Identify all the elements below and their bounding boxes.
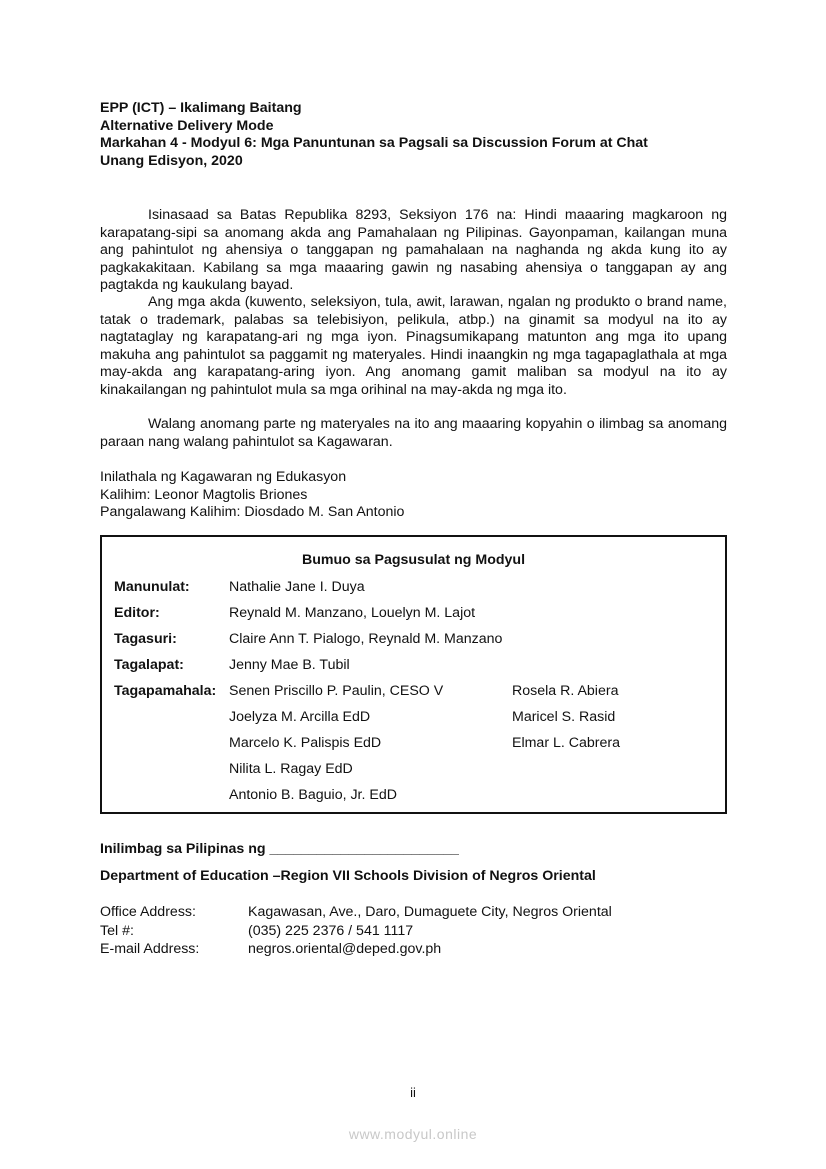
header-line-mode: Alternative Delivery Mode	[100, 117, 274, 134]
credits-box	[100, 535, 727, 814]
contact-value: negros.oriental@deped.gov.ph	[248, 941, 442, 957]
document-page	[100, 100, 727, 957]
credit-label: Manunulat:	[114, 579, 190, 595]
copyright-paragraph-1: Isinasaad sa Batas Republika 8293, Seksiyon 176 na: Hindi maaaring magkaroon ng karapatang-sipi sa anomang akda ang Pamahalaan ng Pilipinas. Gayonpaman, kailangan muna ang pahintulot ng ahensiya o tanggapan ng pamahalaan na naghanda ng akda kung ito ay pagkakakitaan. Kabilang sa mga maaaring gawin ng nasabing ahensiya o tanggapan ay ang pagtakda ng kaukulang bayad.	[100, 207, 727, 294]
contact-value: Kagawasan, Ave., Daro, Dumaguete City, Negros Oriental	[248, 904, 612, 920]
credit-value: Nilita L. Ragay EdD	[229, 761, 353, 777]
secretary: Kalihim: Leonor Magtolis Briones	[100, 486, 308, 503]
credit-label: Editor:	[114, 605, 160, 621]
header-line-module-title: Markahan 4 - Modyul 6: Mga Panuntunan sa Pagsali sa Discussion Forum at Chat	[100, 135, 648, 151]
credit-value-secondary: Maricel S. Rasid	[512, 709, 616, 725]
credit-value-secondary: Rosela R. Abiera	[512, 683, 619, 699]
credit-value: Nathalie Jane I. Duya	[229, 579, 365, 595]
deped-division: Department of Education –Region VII Schools Division of Negros Oriental	[100, 868, 596, 884]
credit-value-secondary: Elmar L. Cabrera	[512, 735, 621, 751]
credit-label: Tagalapat:	[114, 657, 184, 673]
watermark: www.modyul.online	[348, 1126, 478, 1142]
credits-title: Bumuo sa Pagsusulat ng Modyul	[301, 552, 526, 568]
document-header	[100, 100, 727, 170]
header-line-edition: Unang Edisyon, 2020	[100, 152, 243, 169]
undersecretary: Pangalawang Kalihim: Diosdado M. San Antonio	[100, 504, 405, 521]
contact-value: (035) 225 2376 / 541 1117	[248, 923, 414, 939]
credit-value: Antonio B. Baguio, Jr. EdD	[229, 787, 397, 803]
credit-value: Senen Priscillo P. Paulin, CESO V	[229, 683, 444, 699]
page-number: ii	[410, 1085, 416, 1100]
credit-value: Marcelo K. Palispis EdD	[229, 735, 382, 751]
contact-label: E-mail Address:	[100, 941, 200, 957]
credit-value: Claire Ann T. Pialogo, Reynald M. Manzano	[229, 631, 503, 647]
header-line-subject: EPP (ICT) – Ikalimang Baitang	[100, 100, 302, 116]
printed-in-line: Inilimbag sa Pilipinas ng ________________________	[100, 841, 459, 857]
copyright-paragraph-2: Ang mga akda (kuwento, seleksiyon, tula, awit, larawan, ngalan ng produkto o brand name, tatak o trademark, palabas sa telebisiyon, pelikula, atbp.) na ginamit sa modyul na ito ay nagtataglay ng karapatang-ari ng mga iyon. Pinagsumikapang matunton ang mga ito upang makuha ang pahintulot sa paggamit ng materyales. Hindi inaangkin ng mga tagapaglathala at mga may-akda ang karapatang-aring iyon. Ang anomang gamit maliban sa modyul na ito ay kinakailangan ng pahintulot mula sa mga orihinal na may-akda ng mga ito.	[100, 294, 727, 398]
publisher-info	[100, 469, 404, 522]
credit-value: Jenny Mae B. Tubil	[229, 657, 350, 673]
published-by: Inilathala ng Kagawaran ng Edukasyon	[100, 469, 347, 485]
credit-label: Tagasuri:	[114, 631, 177, 647]
credit-value: Reynald M. Manzano, Louelyn M. Lajot	[229, 605, 476, 621]
copyright-paragraph-3: Walang anomang parte ng materyales na ito ang maaaring kopyahin o ilimbag sa anomang paraan nang walang pahintulot sa Kagawaran.	[100, 416, 727, 450]
contact-label: Office Address:	[100, 904, 196, 920]
credit-label: Tagapamahala:	[114, 683, 217, 699]
contact-label: Tel #:	[100, 923, 134, 939]
credit-value: Joelyza M. Arcilla EdD	[229, 709, 371, 725]
